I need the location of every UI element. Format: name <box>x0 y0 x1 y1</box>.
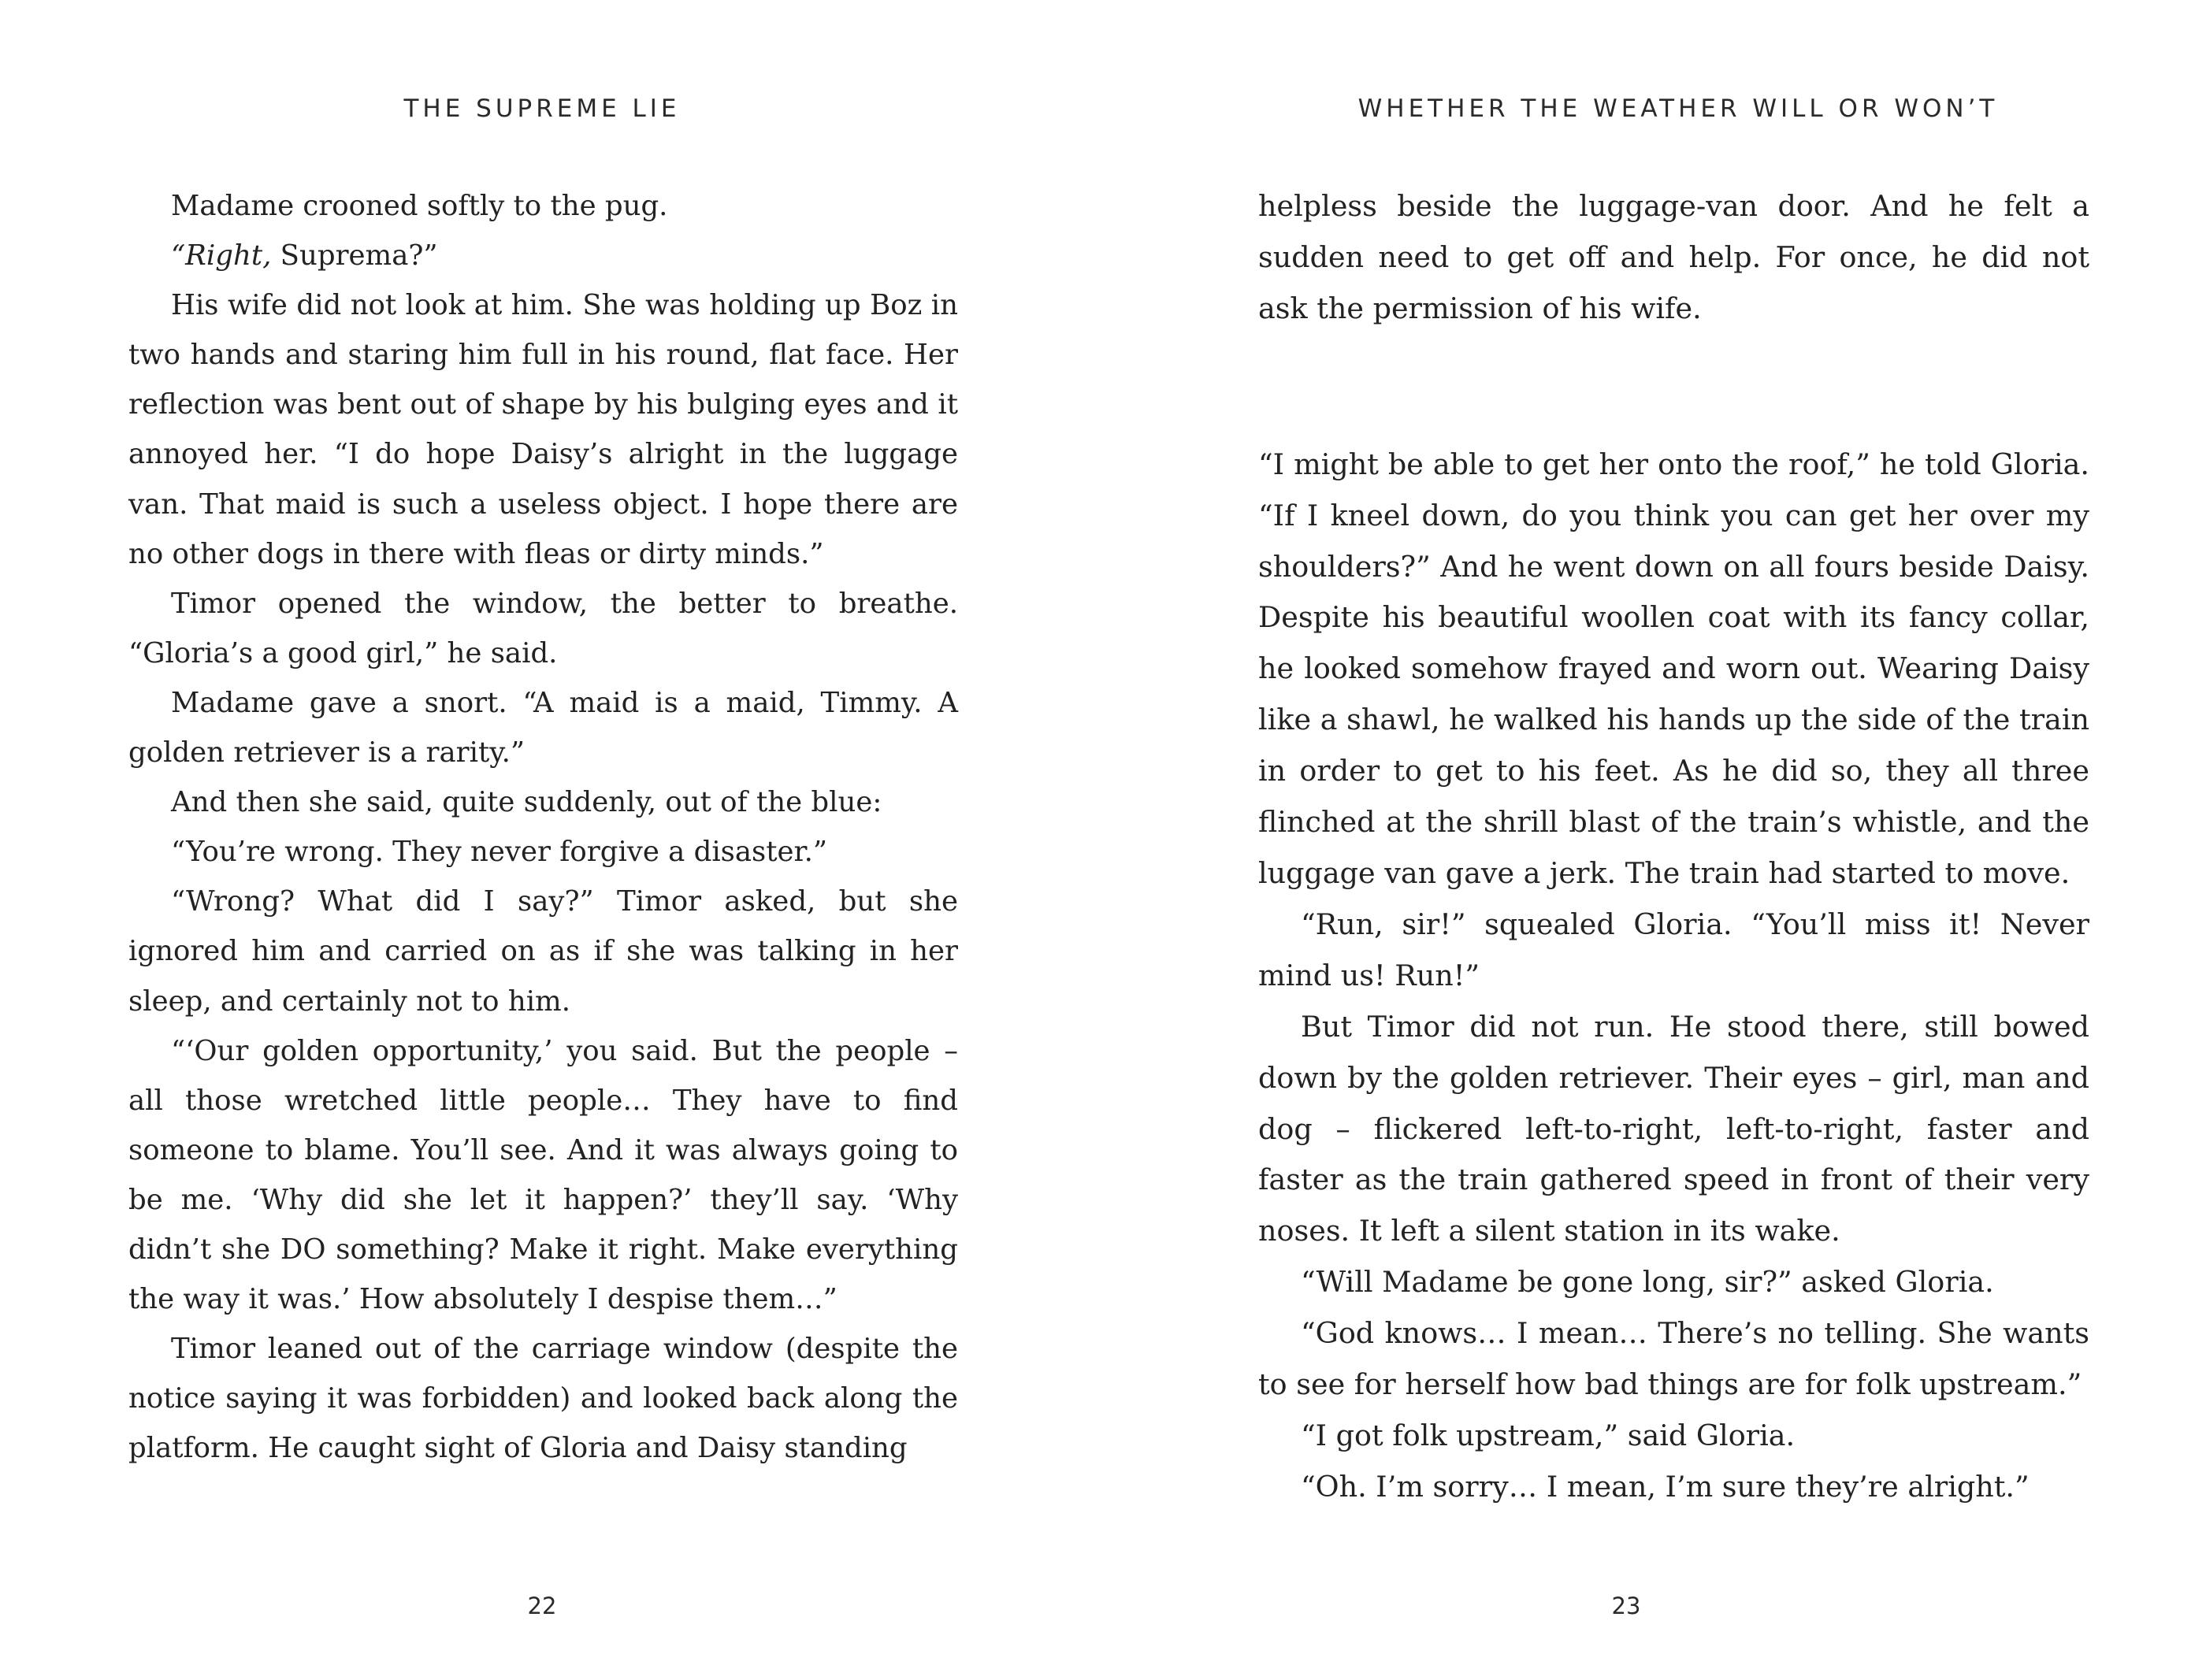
paragraph: “Wrong? What did I say?” Timor asked, but she ignored him and carried on as if she was talking in her sleep, and certainly not to him. <box>128 885 958 1018</box>
paragraph: Madame gave a snort. “A maid is a maid, Timmy. A golden retriever is a rarity.” <box>128 686 958 770</box>
section-break <box>1258 335 2089 439</box>
paragraph <box>128 231 958 280</box>
paragraph: “You’re wrong. They never forgive a disaster.” <box>171 836 828 869</box>
page-number-right: 23 <box>1611 1593 1641 1619</box>
right-page <box>1103 0 2206 1680</box>
paragraph: Timor leaned out of the carriage window (despite the notice saying it was forbidden) and looked back along the platform. He caught sight of Gloria and Daisy standing <box>128 1333 958 1465</box>
italic-text: “Right, <box>171 239 272 273</box>
page-number-left: 22 <box>527 1593 557 1619</box>
paragraph: “God knows… I mean… There’s no telling. She wants to see for herself how bad things are for folk upstream.” <box>1258 1316 2089 1402</box>
running-head-left: THE SUPREME LIE <box>403 95 681 123</box>
paragraph: But Timor did not run. He stood there, still bowed down by the golden retriever. Their eyes – girl, man and dog – flickered left-to-right, left-to-right, faster and faster as the train gathered speed in front of their very noses. It left a silent station in its wake. <box>1258 1009 2089 1248</box>
paragraph-continued: helpless beside the luggage-van door. And he felt a sudden need to get off and help. For once, he did not ask the permission of his wife. <box>1258 189 2089 325</box>
right-page-body <box>1258 181 2089 1513</box>
paragraph: “Oh. I’m sorry… I mean, I’m sure they’re alright.” <box>1301 1469 2030 1504</box>
paragraph: “Will Madame be gone long, sir?” asked Gloria. <box>1301 1265 1994 1300</box>
paragraph: “‘Our golden opportunity,’ you said. But the people – all those wretched little people… They have to find someone to blame. You’ll see. And it was always going to be me. ‘Why did she let it happen?’ they’ll say. ‘Why didn’t she DO something? Make it right. Make everything the way it was.’ How absolutely I despise them…” <box>128 1034 958 1316</box>
paragraph: Madame crooned softly to the pug. <box>171 190 668 222</box>
running-head-right: WHETHER THE WEATHER WILL OR WON’T <box>1357 95 1999 123</box>
paragraph: And then she said, quite suddenly, out of the blue: <box>171 786 882 819</box>
paragraph-text: Suprema?” <box>271 239 438 273</box>
paragraph: “Run, sir!” squealed Gloria. “You’ll miss it! Never mind us! Run!” <box>1258 907 2089 992</box>
paragraph: His wife did not look at him. She was holding up Boz in two hands and staring him full in his round, flat face. Her reflection was bent out of shape by his bulging eyes and it annoyed her. “I do hope Daisy’s alright in the luggage van. That maid is such a useless object. I hope there are no other dogs in there with fleas or dirty minds.” <box>128 289 958 570</box>
left-page-body <box>128 181 958 1473</box>
paragraph: “I might be able to get her onto the roof,” he told Gloria. “If I kneel down, do you think you can get her over my shoulders?” And he went down on all fours beside Daisy. Despite his beautiful woollen coat with its fancy collar, he looked somehow frayed and worn out. Wearing Daisy like a shawl, he walked his hands up the side of the train in order to get to his feet. As he did so, they all three flinched at the shrill blast of the train’s whistle, and the luggage van gave a jerk. The train had started to move. <box>1258 447 2089 890</box>
paragraph: Timor opened the window, the better to breathe. “Gloria’s a good girl,” he said. <box>128 587 958 669</box>
paragraph: “I got folk upstream,” said Gloria. <box>1301 1418 1796 1452</box>
